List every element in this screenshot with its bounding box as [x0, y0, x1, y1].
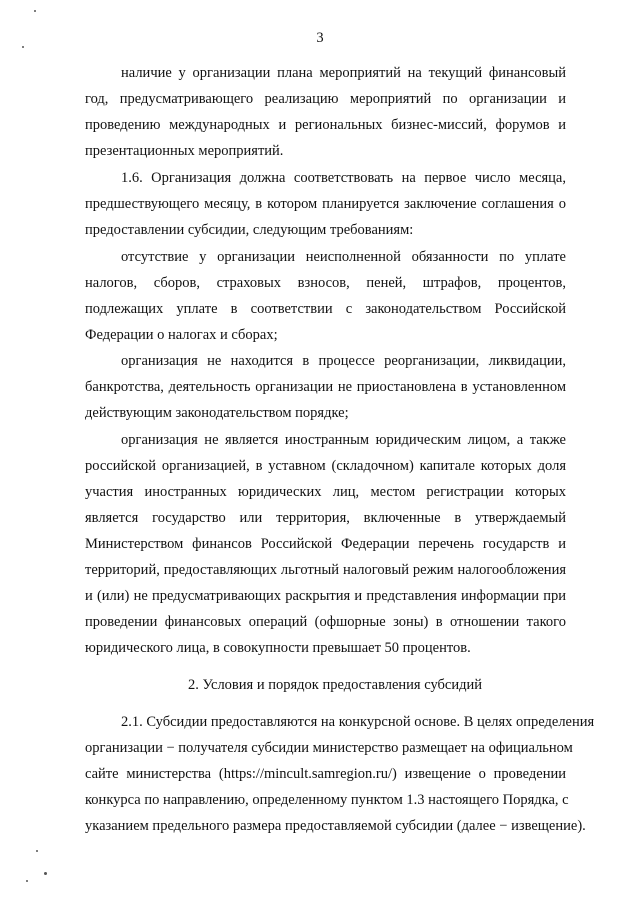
text-line: организация не находится в процессе реорганизации, ликвидации,: [121, 353, 566, 369]
text-line: налогов, сборов, страховых взносов, пеней, штрафов, процентов,: [85, 275, 566, 291]
text-line: юридического лица, в совокупности превышает 50 процентов.: [85, 640, 471, 656]
scan-speck: [22, 46, 24, 48]
scan-speck: [36, 850, 38, 852]
text-line: организация не является иностранным юридическим лицом, а также: [121, 432, 566, 448]
text-line: конкурса по направлению, определенному пунктом 1.3 настоящего Порядка, с: [85, 792, 569, 808]
text-line: 1.6. Организация должна соответствовать на первое число месяца,: [121, 170, 566, 186]
text-line: проведению международных и региональных бизнес-миссий, форумов и: [85, 117, 566, 133]
text-line: предшествующего месяцу, в котором планируется заключение соглашения о: [85, 196, 566, 212]
page-number: 3: [316, 30, 324, 46]
text-line: отсутствие у организации неисполненной обязанности по уплате: [121, 249, 566, 265]
text-line: организации − получателя субсидии министерство размещает на официальном: [85, 740, 573, 756]
scan-speck: [44, 872, 47, 875]
text-line: подлежащих уплате в соответствии с законодательством Российской: [85, 301, 566, 317]
text-line: указанием предельного размера предоставляемой субсидии (далее − извещение).: [85, 818, 586, 834]
text-line: Министерством финансов Российской Федерации перечень государств и: [85, 536, 566, 552]
text-line: предоставлении субсидии, следующим требованиям:: [85, 222, 414, 238]
text-line: банкротства, деятельность организации не приостановлена в установленном: [85, 379, 566, 395]
text-line: наличие у организации плана мероприятий на текущий финансовый: [121, 65, 566, 81]
scan-speck: [26, 880, 28, 882]
text-line: российской организацией, в уставном (складочном) капитале которых доля: [85, 458, 566, 474]
text-line: год, предусматривающего реализацию мероприятий по организации и: [85, 91, 566, 107]
section-heading: 2. Условия и порядок предоставления субсидий: [187, 677, 482, 693]
text-line: проведении финансовых операций (офшорные зоны) в отношении такого: [85, 614, 566, 630]
text-line: территорий, предоставляющих льготный налоговый режим налогообложения: [85, 562, 566, 578]
text-line: является государство или территория, включенные в утверждаемый: [85, 510, 566, 526]
text-line: Федерации о налогах и сборах;: [85, 327, 278, 343]
text-line: презентационных мероприятий.: [85, 143, 284, 159]
text-line: участия иностранных юридических лиц, местом регистрации которых: [85, 484, 566, 500]
scan-speck: [34, 10, 36, 12]
text-line: действующим законодательством порядке;: [85, 405, 349, 421]
text-line: 2.1. Субсидии предоставляются на конкурсной основе. В целях определения: [121, 714, 595, 730]
text-line: сайте министерства (https://mincult.samregion.ru/) извещение о проведении: [85, 766, 566, 782]
text-line: и (или) не предусматривающих раскрытия и представления информации при: [85, 588, 566, 604]
